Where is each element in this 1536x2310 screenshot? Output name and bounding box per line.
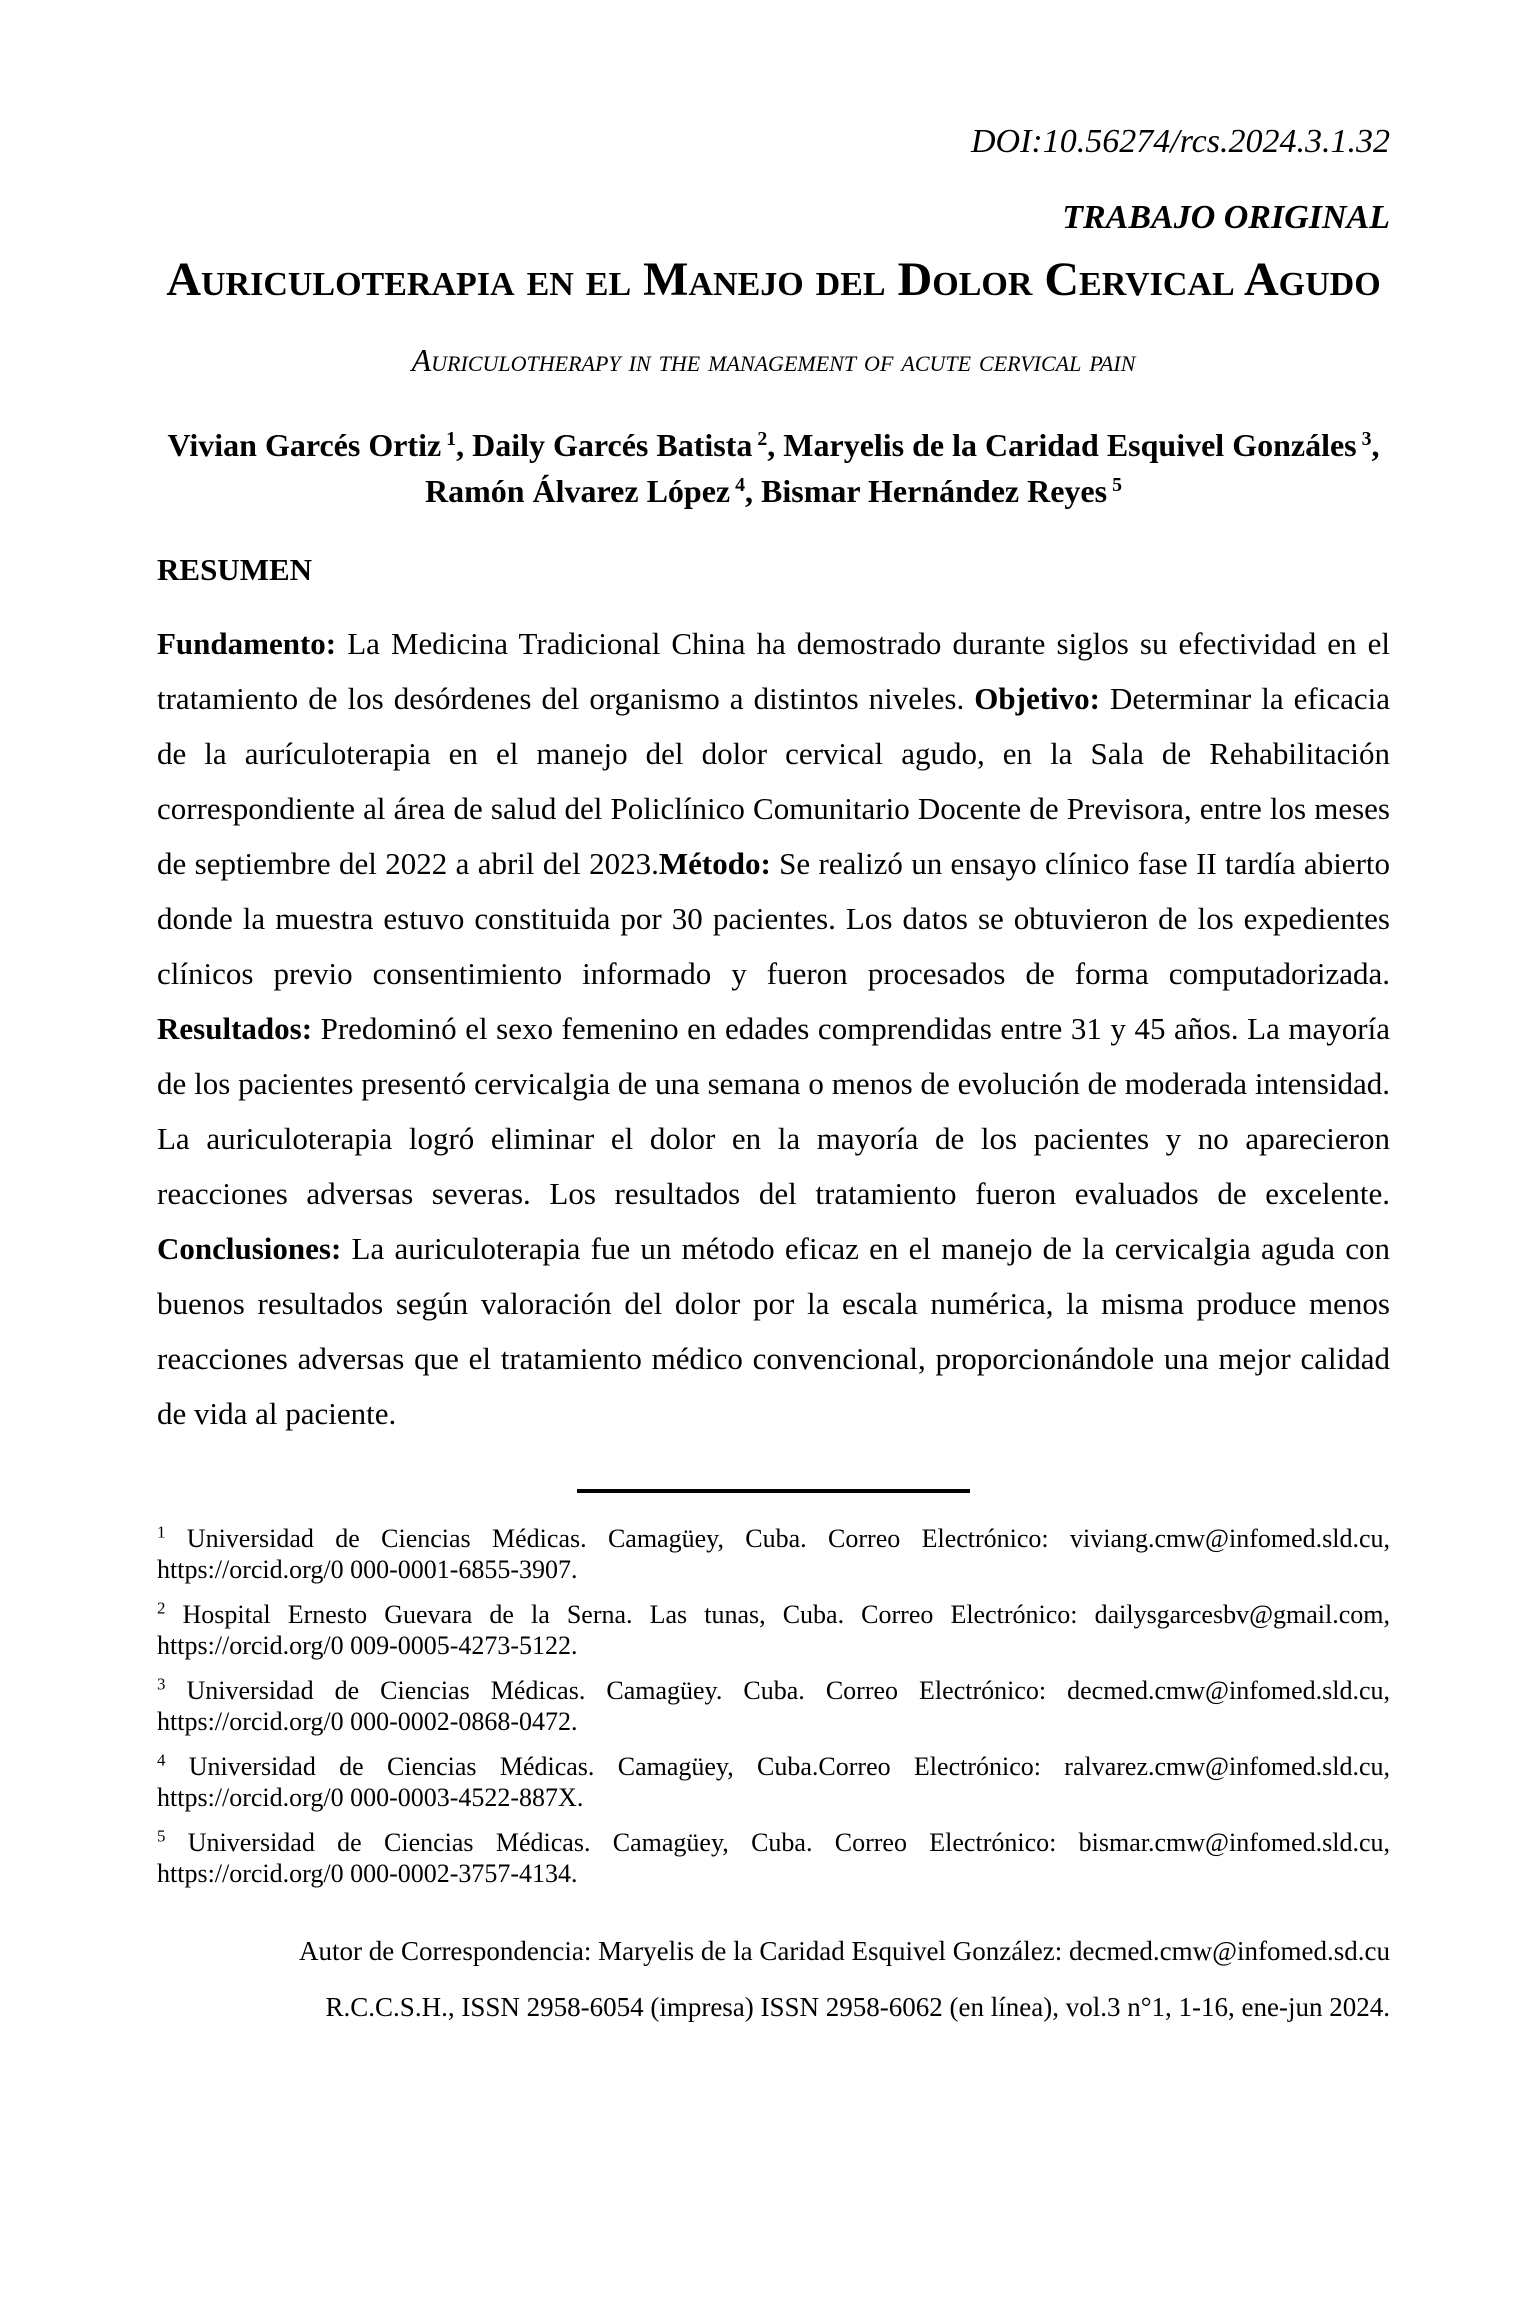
doi-line: DOI:10.56274/rcs.2024.3.1.32 [971,123,1390,160]
author-name: Bismar Hernández Reyes $^5$ [761,473,1122,510]
author-affiliation-superscript: 5 [1112,473,1122,496]
abstract-section-label: Método: [658,846,771,882]
abstract-paragraph: Fundamento: La Medicina Tradicional China ha demostrado durante siglos su efectividad en el tratamiento de los desórdenes del organismo a distintos niveles. Objetivo: Determinar la eficacia de la aurículoterapia en el manejo del dolor cervical agudo, en la Sala de Rehabilitación correspondiente al área de salud del Policlínico Comunitario Docente de Previsora, entre los meses de septiembre del 2022 a abril del 2023.Método: Se realizó un ensayo clínico fase II tardía abierto donde la muestra estuvo constituida por 30 pacientes. Los datos se obtuvieron de los expedientes clínicos previo consentimiento informado y fueron procesados de forma computadorizada. Resultados: Predominó el sexo femenino en edades comprendidas entre 31 y 45 años. La mayoría de los pacientes presentó cervicalgia de una semana o menos de evolución de moderada intensidad. La auriculoterapia logró eliminar el dolor en la mayoría de los pacientes y no aparecieron reacciones adversas severas. Los resultados del tratamiento fueron evaluados de excelente. Conclusiones: La auriculoterapia fue un método eficaz en el manejo de la cervicalgia aguda con buenos resultados según valoración del dolor por la escala numérica, la misma produce menos reacciones adversas que el tratamiento médico convencional, proporcionándole una mejor calidad de vida al paciente. [157,626,1391,1432]
footnote: $^3$ Universidad de Ciencias Médicas. Camagüey. Cuba. Correo Electrónico: decmed.cmw@infomed.sld.cu, https://orcid.org/0 000-0002-0868-0472. [157,1674,1390,1737]
abstract-section-label: Objetivo: [974,681,1100,717]
abstract-heading: RESUMEN [157,552,313,588]
author-affiliation-superscript: 4 [735,473,746,496]
author-affiliation-superscript: 3 [1361,427,1372,450]
page-footer [157,1935,1390,2023]
footnote: $^5$ Universidad de Ciencias Médicas. Camagüey, Cuba. Correo Electrónico: bismar.cmw@infomed.sld.cu, https://orcid.org/0 000-0002-3757-4134. [157,1826,1390,1889]
correspondence-line: Autor de Correspondencia: Maryelis de la Caridad Esquivel González: decmed.cmw@infomed.sd.cu [298,1936,1390,1967]
abstract-section-label: Fundamento: [157,626,337,662]
footnote-separator-rule [577,1489,970,1493]
authors-line: Vivian Garcés Ortiz $^1$, Daily Garcés Batista $^2$, Maryelis de la Caridad Esquivel Gonzáles $^3$, Ramón Álvarez López $^4$, Bismar Hernández Reyes $^5$ [167,427,1380,510]
author-affiliation-superscript: 1 [446,427,457,450]
abstract-section-label: Conclusiones: [157,1231,342,1267]
footnote: $^4$ Universidad de Ciencias Médicas. Camagüey, Cuba.Correo Electrónico: ralvarez.cmw@infomed.sld.cu, https://orcid.org/0 000-0003-4522-887X. [157,1750,1390,1813]
author-name: Daily Garcés Batista $^2$ [472,427,768,464]
journal-issn-line: R.C.C.S.H., ISSN 2958-6054 (impresa) ISSN 2958-6062 (en línea), vol.3 n°1, 1-16, ene-jun 2024. [325,1992,1390,2023]
footnote-number-superscript: 4 [157,1750,166,1770]
footnotes-section [157,1523,1390,1889]
paper-subtitle-english: Auriculotherapy in the management of acute cervical pain [411,342,1136,379]
footnote: $^1$ Universidad de Ciencias Médicas. Camagüey, Cuba. Correo Electrónico: viviang.cmw@infomed.sld.cu, https://orcid.org/0 000-0001-6855-3907. [157,1522,1390,1585]
author-name: Vivian Garcés Ortiz $^1$ [167,427,457,464]
paper-title: Auriculoterapia en el Manejo del Dolor Cervical Agudo [166,253,1381,306]
footnote-number-superscript: 1 [157,1522,166,1542]
author-name: Ramón Álvarez López $^4$ [424,473,746,510]
footnote-number-superscript: 3 [157,1674,166,1694]
author-name: Maryelis de la Caridad Esquivel Gonzáles $^3$ [783,427,1372,464]
footnote-number-superscript: 2 [157,1598,166,1618]
article-type-label: TRABAJO ORIGINAL [1062,199,1390,236]
abstract-section-label: Resultados: [157,1011,313,1047]
author-affiliation-superscript: 2 [757,427,768,450]
document-page [0,122,1536,2310]
footnote: $^2$ Hospital Ernesto Guevara de la Serna. Las tunas, Cuba. Correo Electrónico: dailysgarcesbv@gmail.com, https://orcid.org/0 009-0005-4273-5122. [157,1598,1390,1661]
footnote-number-superscript: 5 [157,1826,166,1846]
